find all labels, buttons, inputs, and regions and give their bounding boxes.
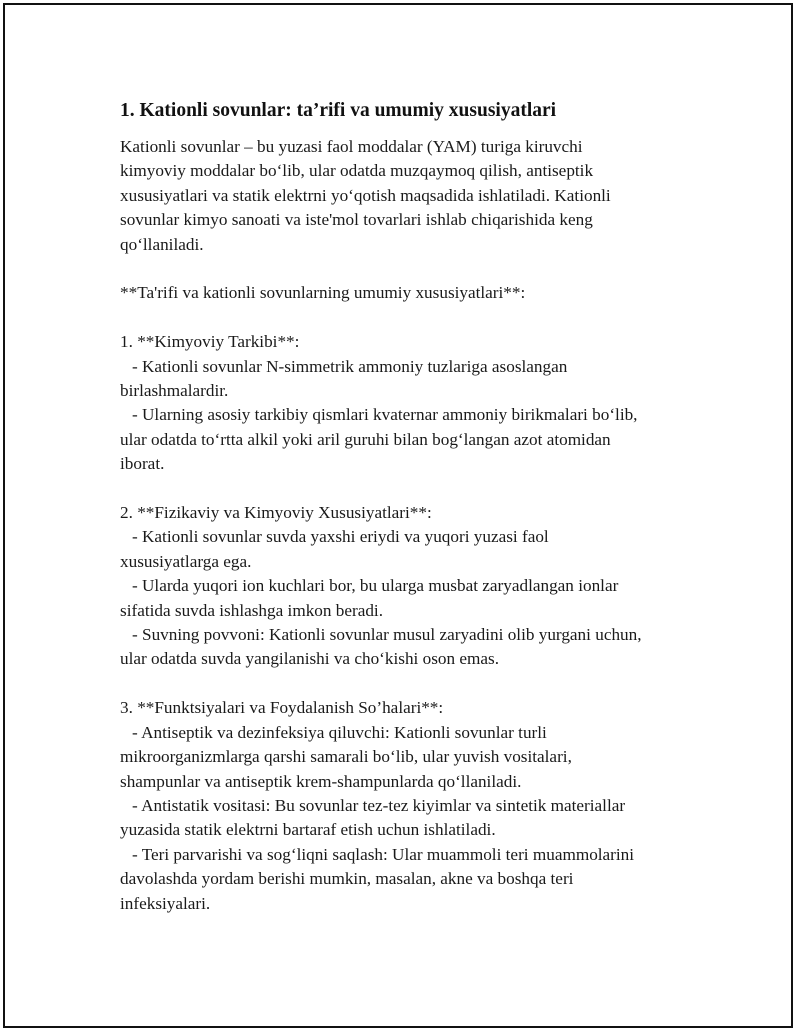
section-heading: 3. **Funktsiyalari va Foydalanish So’halari**:	[120, 698, 444, 718]
intro-paragraph	[120, 135, 700, 257]
section-item-line: iborat.	[120, 454, 165, 474]
section-item-line: birlashmalardir.	[120, 381, 229, 401]
intro-line: qo‘llaniladi.	[120, 234, 204, 254]
section-item-line: - Kationli sovunlar suvda yaxshi eriydi va yuqori yuzasi faol	[132, 527, 549, 547]
intro-line: sovunlar kimyo sanoati va iste'mol tovarlari ishlab chiqarishida keng	[120, 210, 593, 230]
section-item-line: - Antistatik vositasi: Bu sovunlar tez-tez kiyimlar va sintetik materiallar	[132, 795, 626, 815]
section-heading: 2. **Fizikaviy va Kimyoviy Xususiyatlari**:	[120, 503, 432, 523]
intro-line: Kationli sovunlar – bu yuzasi faol moddalar (YAM) turiga kiruvchi	[120, 137, 583, 156]
section-item-line: - Suvning povvoni: Kationli sovunlar musul zaryadini olib yurgani uchun,	[132, 625, 642, 645]
section-item-line: davolashda yordam berishi mumkin, masalan, akne va boshqa teri	[120, 869, 574, 889]
section-2	[120, 501, 700, 672]
section-item-line: - Kationli sovunlar N-simmetrik ammoniy tuzlariga asoslangan	[132, 356, 568, 376]
document-title: 1. Kationli sovunlar: ta’rifi va umumiy xususiyatlari	[120, 100, 557, 121]
section-item-line: - Teri parvarishi va sog‘liqni saqlash: Ular muammoli teri muammolarini	[132, 844, 635, 864]
section-item-line: ular odatda to‘rtta alkil yoki aril guruhi bilan bog‘langan azot atomidan	[120, 429, 611, 449]
document-page	[3, 3, 793, 1028]
intro-line: xususiyatlari va statik elektrni yo‘qotish maqsadida ishlatiladi. Kationli	[120, 185, 611, 205]
section-item-line: yuzasida statik elektrni bartaraf etish uchun ishlatiladi.	[120, 820, 496, 840]
section-item-line: shampunlar va antiseptik krem-shampunlarda qo‘llaniladi.	[120, 771, 522, 791]
section-item-line: mikroorganizmlarga qarshi samarali bo‘lib, ular yuvish vositalari,	[120, 747, 572, 767]
section-item-line: - Antiseptik va dezinfeksiya qiluvchi: Kationli sovunlar turli	[132, 722, 547, 742]
intro-line: kimyoviy moddalar bo‘lib, ular odatda muzqaymoq qilish, antiseptik	[120, 161, 594, 181]
section-item-line: sifatida suvda ishlashga imkon beradi.	[120, 600, 384, 620]
subheading: **Ta'rifi va kationli sovunlarning umumiy xususiyatlari**:	[120, 283, 526, 303]
section-heading: 1. **Kimyoviy Tarkibi**:	[120, 332, 300, 352]
document-content	[120, 97, 700, 940]
section-item-line: xususiyatlarga ega.	[120, 551, 252, 571]
section-1	[120, 330, 700, 476]
section-3	[120, 696, 700, 916]
section-item-line: infeksiyalari.	[120, 893, 211, 913]
subheading-paragraph	[120, 281, 700, 305]
section-item-line: - Ularning asosiy tarkibiy qismlari kvaternar ammoniy birikmalari bo‘lib,	[132, 405, 638, 425]
section-item-line: ular odatda suvda yangilanishi va cho‘kishi oson emas.	[120, 649, 499, 669]
section-item-line: - Ularda yuqori ion kuchlari bor, bu ularga musbat zaryadlangan ionlar	[132, 576, 619, 596]
